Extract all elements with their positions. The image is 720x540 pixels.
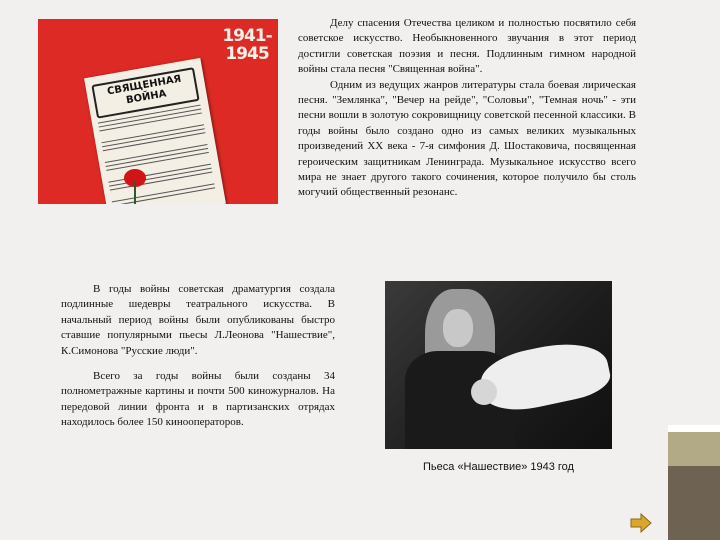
poster-years: 1941-1945 [222, 26, 272, 64]
decorative-sidebar [668, 0, 720, 540]
theatre-cinema-paragraphs [61, 282, 335, 431]
music-paragraphs [298, 16, 636, 201]
sidebar-band-top [668, 0, 720, 425]
paragraph-cinema: Всего за годы войны были созданы 34 полнометражные картины и почти 500 киножурналов. На передовой линии фронта и в партизанских отрядах находилось более 150 кинооператоров. [61, 370, 335, 429]
right-arrow-icon[interactable] [630, 513, 652, 533]
play-invasion-photo [385, 281, 612, 449]
paragraph-theatre: В годы войны советская драматургия создала подлинные шедевры театрального искусства. В начальный период войны были опубликованы быстро ставшие популярными пьесы Л.Леонова "Нашествие", К.Симонова "Русские люди". [61, 283, 335, 357]
sidebar-band-bottom [668, 466, 720, 540]
sacred-war-poster-image [38, 19, 278, 204]
photo-caption: Пьеса «Нашествие» 1943 год [423, 461, 574, 473]
sheet-music [84, 58, 226, 204]
paragraph-music-1: Делу спасения Отечества целиком и полностью посвятило себя советское искусство. Необыкновенного звучания в этот период достигли советская поэзия и песня. Подлинным гимном народной войны стала песня "Священная война". [298, 17, 636, 76]
sidebar-band-mid [668, 432, 720, 466]
flower-stem [134, 182, 136, 204]
paragraph-music-2: Одним из ведущих жанров литературы стала боевая лирическая песня. "Землянка", "Вечер на рейде", "Соловьи", "Темная ночь" - эти песни вошли в золотую сокровищницу советской песенной классики. В годы войны было создано одно из самых великих музыкальных произведений ХХ века - 7-я симфония Д. Шостаковича, посвященная героическим защитникам Ленинграда. Музыкальное искусство всего мира не знает другого такого сочинения, которое получило бы столь могучий общественный резонанс. [298, 78, 636, 199]
poster-banner: СВЯЩЕННАЯ ВОЙНА [91, 67, 199, 119]
